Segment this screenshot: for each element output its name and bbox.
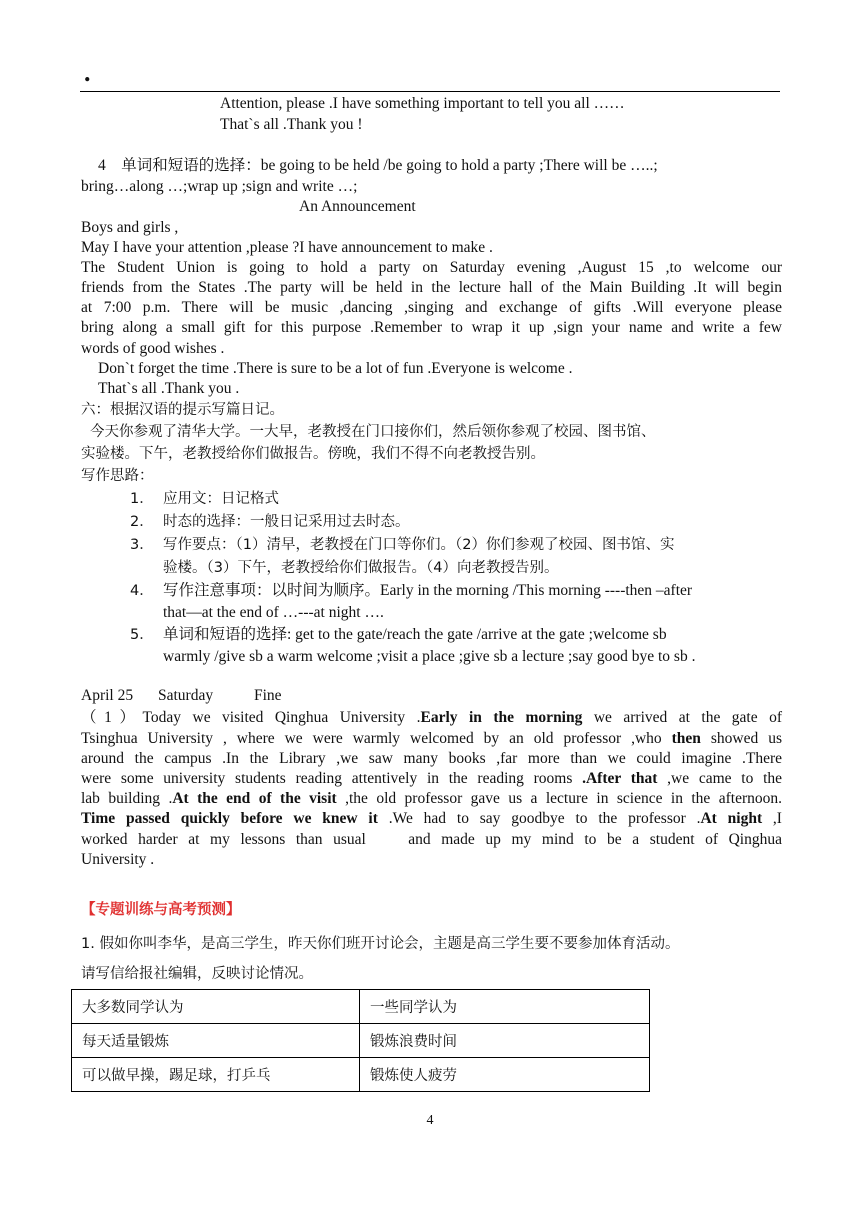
diary-date: April 25 xyxy=(81,687,134,704)
letter-tail-line2: That`s all .Thank you ! xyxy=(220,116,363,133)
diary-line: Time passed quickly before we knew it .We had to say goodbye to the professor .At night ,I xyxy=(81,810,782,827)
idea-text: 写作注意事项：以时间为顺序。Early in the morning /This morning ----then –after xyxy=(163,582,693,599)
opinion-table xyxy=(71,989,650,1092)
writing-ideas-label: 写作思路： xyxy=(81,468,154,484)
table-cell: 锻炼使人疲劳 xyxy=(360,1058,650,1092)
diary-line: Tsinghua University , where we were warmly welcomed by an old professor ,who then showed us xyxy=(81,730,782,747)
diary-line: （1）Today we visited Qinghua University .Early in the morning we arrived at the gate of xyxy=(81,709,783,726)
announcement-intro: May I have your attention ,please ?I have announcement to make . xyxy=(81,239,493,256)
table-row xyxy=(72,990,650,1024)
header-rule xyxy=(80,91,780,92)
table-cell: 大多数同学认为 xyxy=(72,990,360,1024)
section6-prompt-line1: 今天你参观了清华大学。一大早，老教授在门口接你们，然后领你参观了校园、图书馆、 xyxy=(90,424,656,440)
announcement-body-line: friends from the States .The party will be held in the lecture hall of the Main Building .It will begin xyxy=(81,279,782,296)
idea-number: 5． xyxy=(130,627,154,643)
announcement-body-line: bring along a small gift for this purpose .Remember to wrap it up ,sign your name and write a few xyxy=(81,319,782,336)
idea-text: 单词和短语的选择: get to the gate/reach the gate /arrive at the gate ;welcome sb xyxy=(163,626,667,643)
diary-line: lab building .At the end of the visit ,the old professor gave us a lecture in science in the afternoon. xyxy=(81,790,782,807)
training-q1-line1: 1. 假如你叫李华，是高三学生，昨天你们班开讨论会，主题是高三学生要不要参加体育活动。 xyxy=(81,936,680,952)
table-cell: 一些同学认为 xyxy=(360,990,650,1024)
idea-text-cont: warmly /give sb a warm welcome ;visit a place ;give sb a lecture ;say good bye to sb . xyxy=(163,648,696,665)
section6-heading: 六：根据汉语的提示写篇日记。 xyxy=(81,402,284,418)
letter-tail-line1: Attention, please .I have something important to tell you all …… xyxy=(220,95,625,112)
announcement-body-line: words of good wishes . xyxy=(81,340,225,357)
item4-line2: bring…along …;wrap up ;sign and write …; xyxy=(81,178,358,195)
training-heading: 【专题训练与高考预测】 xyxy=(81,902,241,918)
diary-line: were some university students reading attentively in the reading rooms .After that ,we came to the xyxy=(81,770,782,787)
table-cell: 锻炼浪费时间 xyxy=(360,1024,650,1058)
idea-number: 3． xyxy=(130,537,154,553)
announcement-greeting: Boys and girls , xyxy=(81,219,179,236)
table-row xyxy=(72,1058,650,1092)
announcement-closing: That`s all .Thank you . xyxy=(98,380,240,397)
idea-text-cont: 验楼。（3）下午，老教授给你们做报告。（4）向老教授告别。 xyxy=(163,560,559,576)
idea-text: 写作要点：（1）清早，老教授在门口等你们。（2）你们参观了校园、图书馆、实 xyxy=(163,537,675,553)
diary-line: worked harder at my lessons than usual and made up my mind to be a student of Qinghua xyxy=(81,831,782,848)
header-marker: . xyxy=(84,58,91,87)
item4-line1: 4 单词和短语的选择：be going to be held /be going to hold a party ;There will be …..; xyxy=(98,157,658,174)
announcement-body-line: The Student Union is going to hold a party on Saturday evening ,August 15 ,to welcome our xyxy=(81,259,782,276)
table-row xyxy=(72,1024,650,1058)
idea-text: 时态的选择：一般日记采用过去时态。 xyxy=(163,514,410,530)
diary-day: Saturday xyxy=(158,687,214,704)
idea-text: 应用文：日记格式 xyxy=(163,491,279,507)
table-cell: 可以做早操，踢足球，打乒乓 xyxy=(72,1058,360,1092)
table-cell: 每天适量锻炼 xyxy=(72,1024,360,1058)
section6-prompt-line2: 实验楼。下午，老教授给你们做报告。傍晚，我们不得不向老教授告别。 xyxy=(81,446,545,462)
announcement-body-line: at 7:00 p.m. There will be music ,dancing ,singing and exchange of gifts .Will everyone please xyxy=(81,299,782,316)
diary-line: University . xyxy=(81,851,155,868)
announcement-title: An Announcement xyxy=(299,198,416,215)
page-number: 4 xyxy=(426,1113,434,1128)
announcement-remind: Don`t forget the time .There is sure to be a lot of fun .Everyone is welcome . xyxy=(98,360,573,377)
idea-text-cont: that—at the end of …---at night …. xyxy=(163,604,384,621)
idea-number: 2． xyxy=(130,514,154,530)
idea-number: 1． xyxy=(130,491,154,507)
diary-line: around the campus .In the Library ,we saw many books ,far more than we could imagine .There xyxy=(81,750,782,767)
idea-number: 4． xyxy=(130,583,154,599)
diary-weather: Fine xyxy=(254,687,282,704)
training-q1-line2: 请写信给报社编辑，反映讨论情况。 xyxy=(81,966,313,982)
